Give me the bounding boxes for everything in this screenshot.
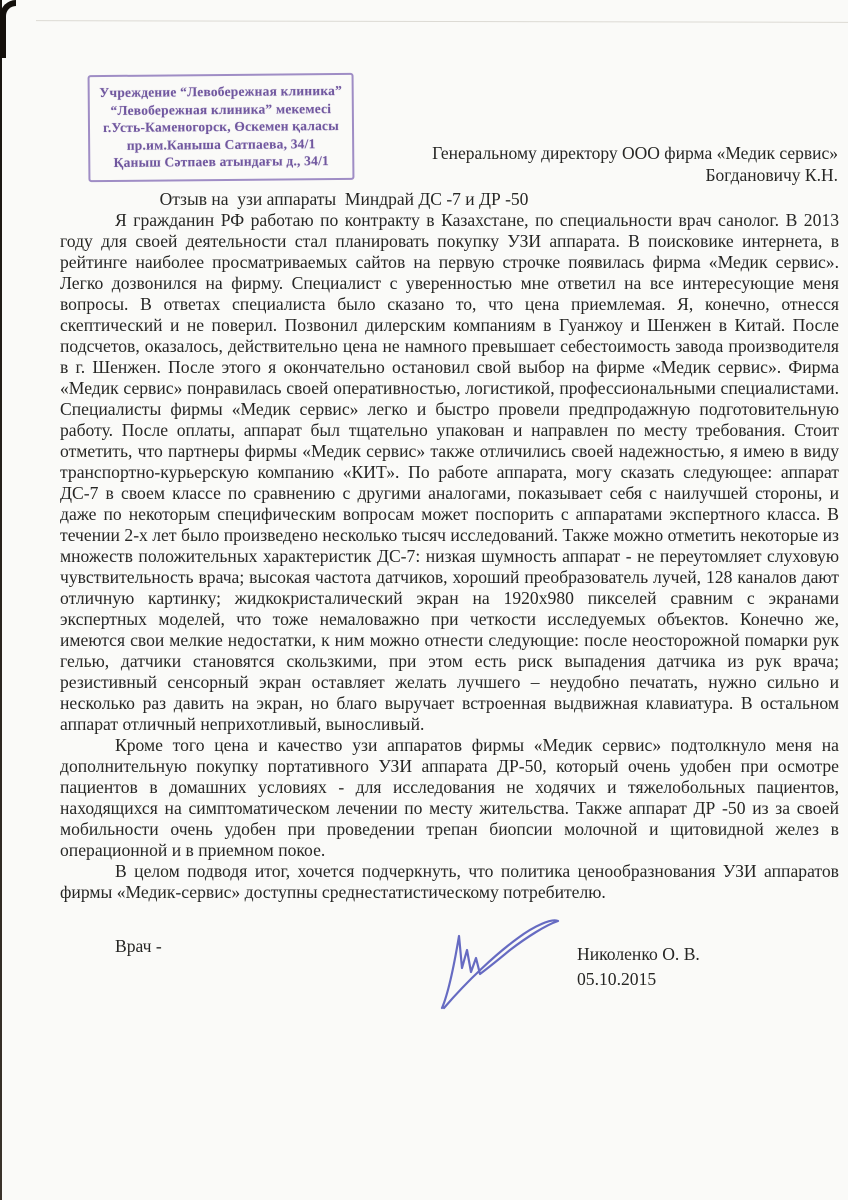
signature-date: 05.10.2015	[577, 969, 657, 989]
letter-body	[60, 210, 839, 903]
stamp-line: пр.им.Каныша Сатпаева, 34/1	[126, 135, 316, 153]
body-paragraph: Кроме того цена и качество узи аппаратов фирмы «Медик сервис» подтолкнуло меня на дополнительную покупку портативного УЗИ аппарата ДР-50, который очень удобен при осмотре пациентов в домашних условиях - для исследования не ходячих и тяжелобольных пациентов, находящихся на симптоматическом лечении по месту жительства. Также аппарат ДР -50 из за своей мобильности очень удобен при проведении трепан биопсии молочной и щитовидной желез в операционной и в приемном покое.	[60, 735, 839, 860]
scan-edge-artifact	[0, 0, 2, 1200]
signee-name: Николенко О. В.	[577, 944, 700, 964]
stamp-line: Қаныш Сәтпаев атындағы д., 34/1	[113, 153, 330, 170]
clinic-stamp	[88, 73, 355, 182]
scan-line-artifact	[36, 20, 848, 23]
document-title: Отзыв на узи аппараты Миндрай ДС -7 и ДР -50	[159, 189, 529, 209]
recipient-line: Генеральному директору ООО фирма «Медик сервис»	[432, 143, 838, 163]
scan-corner-artifact	[0, 0, 16, 58]
signature-stroke	[442, 920, 558, 1008]
signature-role-label: Врач -	[115, 936, 162, 956]
signee-block	[577, 942, 700, 992]
handwritten-signature-icon	[432, 916, 572, 1011]
stamp-line: г.Усть-Каменогорск, Өскемен қаласы	[102, 117, 340, 136]
recipient-name: Богдановичу К.Н.	[705, 165, 838, 185]
recipient-block	[368, 142, 838, 186]
stamp-line: “Левобережная клиника” мекемесі	[110, 100, 332, 118]
stamp-line: Учреждение “Левобережная клиника”	[99, 82, 343, 101]
body-paragraph: Я гражданин РФ работаю по контракту в Казахстане, по специальности врач санолог. В 2013 году для своей деятельности стал планировать покупку УЗИ аппарата. В поисковике интернета, в рейтинге наиболее просматриваемых сайтов на первую строчке появилась фирма «Медик сервис». Легко дозвонился на фирму. Специалист с уверенностью мне ответил на все интересующие меня вопросы. В ответах специалиста было сказано то, что цена приемлемая. Я, конечно, отнесся скептический и не поверил. Позвонил дилерским компаниям в Гуанжоу и Шенжен в Китай. После подсчетов, оказалось, действительно цена не намного превышает себестоимость завода производителя в г. Шенжен. После этого я окончательно остановил свой выбор на фирме «Медик сервис». Фирма «Медик сервис» понравилась своей оперативностью, логистикой, профессиональными специалистами. Специалисты фирмы «Медик сервис» легко и быстро провели предпродажную подготовительную работу. После оплаты, аппарат был тщательно упакован и направлен по месту требования. Стоит отметить, что партнеры фирмы «Медик сервис» также отличились своей надежностью, я имею в виду транспортно-курьерскую компанию «КИТ». По работе аппарата, могу сказать следующее: аппарат ДС-7 в своем классе по сравнению с другими аналогами, показывает себя с наилучшей стороны, и даже по некоторым специфическим вопросам может поспорить с аппаратами экспертного класса. В течении 2-х лет было произведено несколько тысяч исследований. Также можно отметить некоторые из множеств положительных характеристик ДС-7: низкая шумность аппарат - не переутомляет слуховую чувствительность врача; высокая частота датчиков, хороший преобразователь лучей, 128 каналов дают отличную картинку; жидкокристалический экран на 1920х980 пикселей сравним с экранами экспертных моделей, что тоже немаловажно при четкости исследуемых объектов. Конечно же, имеются свои мелкие недостатки, к ним можно отнести следующие: после неосторожной помарки рук гелью, датчики становятся скользкими, при этом есть риск выпадения датчика из рук врача; резистивный сенсорный экран оставляет желать лучшего – неудобно печатать, нужно сильно и несколько раз давить на экран, но благо выручает встроенная выдвижная клавиатура. В остальном аппарат отличный неприхотливый, выносливый.	[60, 210, 839, 734]
signature-section	[60, 936, 839, 1056]
body-paragraph: В целом подводя итог, хочется подчеркнуть, что политика ценообразнования УЗИ аппаратов фирмы «Медик-сервис» доступны среднестатистическому потребителю.	[60, 861, 839, 902]
